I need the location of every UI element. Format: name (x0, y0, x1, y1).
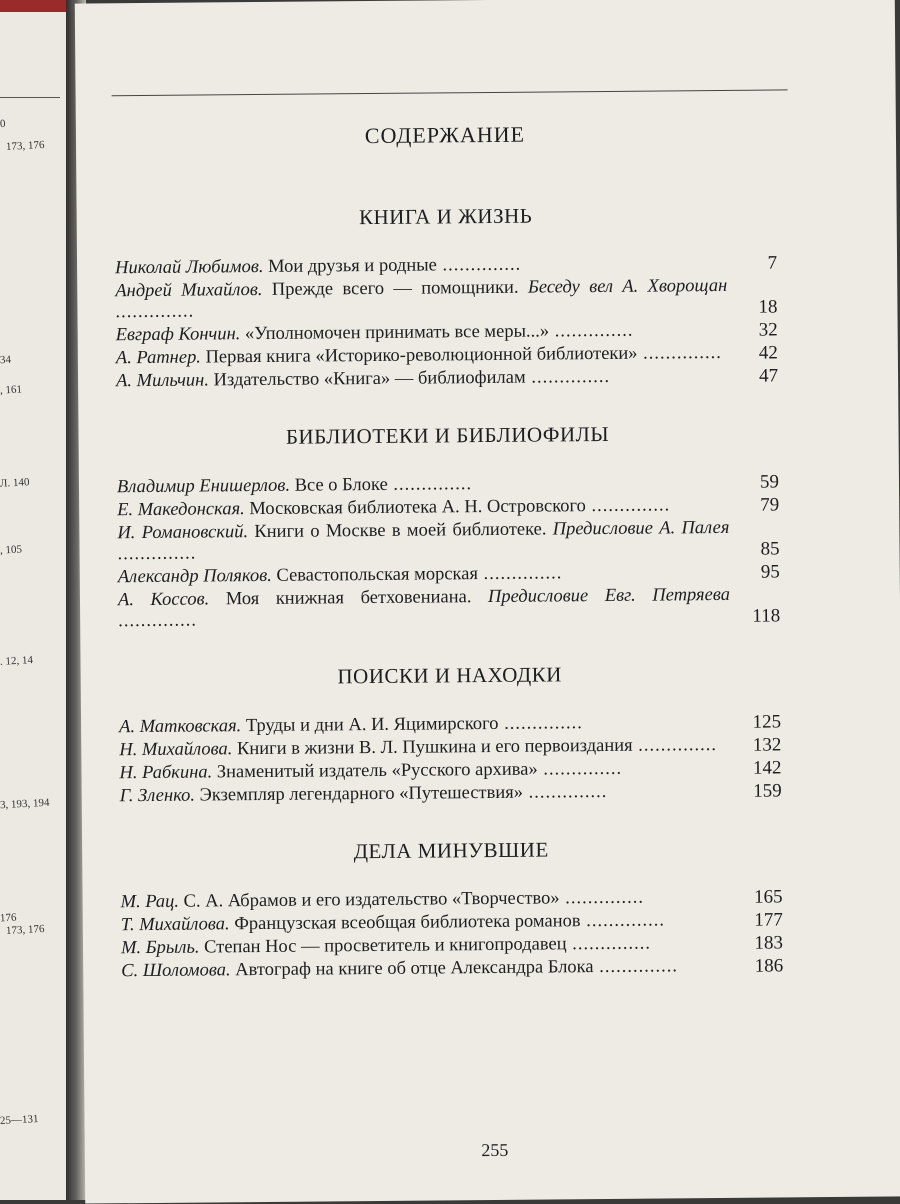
entry-title: Степан Нос — просветитель и книгопродавец (204, 934, 567, 958)
toc-entry (115, 252, 777, 279)
entry-page-number: 183 (754, 932, 784, 954)
entry-page-number: 7 (767, 252, 778, 274)
entry-title: Мои друзья и родные (267, 255, 437, 277)
entry-text (117, 495, 729, 521)
toc-section (119, 660, 782, 807)
margin-number: 0 (0, 117, 6, 131)
margin-number: 3, 193, 194 (0, 796, 50, 812)
leader-dots: .............. (566, 933, 652, 955)
section-title: ПОИСКИ И НАХОДКИ (337, 662, 562, 689)
table-of-contents (114, 119, 784, 1016)
leader-dots: .............. (593, 956, 679, 978)
toc-entry (116, 342, 778, 369)
toc-entry (121, 955, 783, 982)
entry-page-number: 18 (758, 296, 778, 318)
toc-section (116, 420, 780, 632)
toc-section (115, 201, 779, 392)
toc-entry (120, 780, 782, 807)
entry-text (121, 956, 733, 982)
entry-text (120, 781, 732, 807)
leader-dots: .............. (559, 887, 645, 909)
entry-author: А. Ратнер. (115, 347, 201, 369)
contents-page (75, 0, 900, 1204)
entry-title: Труды и дни А. И. Яцимирского (245, 713, 499, 737)
toc-entry (118, 561, 780, 588)
entry-text (116, 320, 728, 346)
section-title: БИБЛИОТЕКИ И БИБЛИОФИЛЫ (285, 421, 610, 449)
header-rule (112, 89, 788, 96)
entry-text (116, 343, 728, 369)
margin-number: 176 (0, 911, 17, 925)
leader-dots: .............. (580, 910, 666, 932)
entry-page-number: 42 (758, 342, 778, 364)
entry-author: М. Брыль. (120, 937, 200, 959)
entry-title: Моя книжная бетховениана. (225, 587, 472, 610)
leader-dots: .............. (115, 301, 195, 323)
entry-author: Владимир Енишерлов. (116, 475, 291, 498)
margin-number: 173, 176 (5, 923, 45, 937)
entry-title: «Уполномочен принимать все меры...» (244, 321, 550, 345)
toc-entry (119, 734, 781, 761)
toc-entry (117, 494, 779, 521)
toc-entry (118, 584, 780, 632)
margin-number: 25—131 (0, 1113, 39, 1127)
entry-title: Книги в жизни В. Л. Пушкина и его первоиздания (236, 735, 633, 760)
left-page (0, 12, 70, 1200)
margin-number: . 12, 14 (0, 654, 34, 668)
section-title: ДЕЛА МИНУВШИЕ (353, 837, 549, 864)
entry-page-number: 32 (758, 319, 778, 341)
entry-note: Предисловие А. Палея (552, 517, 730, 540)
leader-dots: .............. (436, 254, 522, 276)
entry-author: Андрей Михайлов. (115, 279, 263, 302)
toc-entry (116, 319, 778, 346)
leader-dots: .............. (525, 366, 611, 388)
entry-text (117, 472, 729, 498)
leader-dots: .............. (117, 543, 197, 565)
entry-page-number: 85 (760, 538, 780, 560)
toc-entry (115, 275, 777, 323)
leader-dots: .............. (585, 495, 671, 517)
entry-text (121, 887, 733, 913)
entry-text (119, 758, 731, 784)
entry-title: Первая книга «Историко-революционной библиотеки» (205, 343, 638, 368)
margin-number: Л. 140 (0, 476, 30, 490)
entry-author: Т. Михайлова. (120, 914, 230, 936)
entry-text (117, 518, 729, 565)
entry-title: Издательство «Книга» — библиофилам (213, 367, 526, 391)
margin-number: 34 (0, 353, 12, 367)
entry-page-number: 159 (753, 780, 782, 802)
toc-entry (116, 365, 778, 392)
toc-entry (121, 909, 783, 936)
entry-text (118, 585, 730, 632)
entry-title: С. А. Абрамов и его издательство «Творчество» (183, 888, 560, 912)
margin-number: 173, 176 (5, 139, 45, 153)
leader-dots: .............. (549, 320, 634, 342)
entry-author: М. Рац. (120, 891, 180, 913)
entry-text (115, 253, 727, 279)
entry-author: Н. Рабкина. (119, 762, 213, 784)
leader-dots: .............. (498, 713, 583, 734)
entry-page-number: 142 (752, 757, 782, 779)
margin-number: , 105 (0, 543, 23, 557)
entry-title: Автограф на книге об отце Александра Блока (235, 957, 594, 981)
entry-author: Евграф Кончин. (115, 324, 241, 346)
entry-page-number: 95 (760, 561, 780, 583)
entry-title: Московская библиотека А. Н. Островского (249, 496, 586, 520)
toc-section (120, 835, 783, 982)
leader-dots: .............. (118, 610, 198, 632)
entry-author: Г. Зленко. (119, 785, 196, 807)
entry-text (121, 933, 733, 959)
toc-entry (119, 757, 781, 784)
contents-title: СОДЕРЖАНИЕ (364, 121, 526, 149)
leader-dots: .............. (632, 735, 718, 756)
entry-title: Экземпляр легендарного «Путешествия» (199, 782, 524, 806)
section-title: КНИГА И ЖИЗНЬ (358, 203, 533, 230)
entry-title: Знаменитый издатель «Русского архива» (216, 759, 538, 783)
entry-author: А. Матковская. (119, 716, 242, 738)
entry-title: Севастопольская морская (276, 564, 479, 586)
toc-entry (119, 711, 781, 738)
entry-title: Французская всеобщая библиотека романов (234, 911, 581, 935)
entry-author: А. Коссов. (117, 589, 210, 611)
entry-author: Николай Любимов. (115, 256, 264, 279)
entry-text (119, 712, 731, 738)
entry-page-number: 165 (754, 886, 783, 908)
margin-number: , 161 (0, 383, 23, 397)
page-number: 255 (481, 1139, 509, 1161)
entry-note: Беседу вел А. Хворощан (527, 275, 728, 298)
entry-text (118, 562, 730, 588)
entry-page-number: 79 (760, 494, 780, 516)
entry-page-number: 47 (758, 365, 779, 387)
entry-text (119, 735, 731, 761)
entry-page-number: 132 (752, 734, 782, 756)
entry-page-number: 177 (754, 909, 783, 931)
entry-page-number: 59 (759, 471, 780, 493)
entry-note: Предисловие Евг. Петряева (487, 584, 731, 608)
entry-title: Книги о Москве в моей библиотеке. (254, 519, 547, 543)
entry-title: Прежде всего — помощники. (271, 277, 519, 300)
entry-page-number: 125 (752, 711, 782, 733)
entry-text (116, 366, 728, 392)
leader-dots: .............. (637, 342, 722, 364)
entry-author: А. Мильчин. (115, 370, 210, 392)
toc-entry (117, 517, 779, 565)
entry-text (121, 910, 733, 936)
entry-author: Александр Поляков. (117, 565, 272, 588)
leader-dots: .............. (537, 758, 623, 780)
leader-dots: .............. (477, 563, 563, 585)
entry-title: Все о Блоке (294, 474, 388, 496)
toc-entry (121, 932, 783, 959)
entry-page-number: 186 (754, 955, 784, 977)
toc-entry (121, 886, 783, 913)
entry-author: Е. Македонская. (117, 499, 245, 521)
entry-page-number: 118 (752, 605, 781, 627)
entry-author: И. Романовский. (117, 522, 249, 544)
entry-author: С. Шоломова. (121, 960, 231, 982)
left-page-rule (0, 97, 60, 98)
toc-entry (117, 471, 779, 498)
entry-text (115, 276, 727, 323)
leader-dots: .............. (522, 781, 608, 803)
entry-author: Н. Михайлова. (119, 739, 233, 761)
leader-dots: .............. (387, 474, 473, 495)
